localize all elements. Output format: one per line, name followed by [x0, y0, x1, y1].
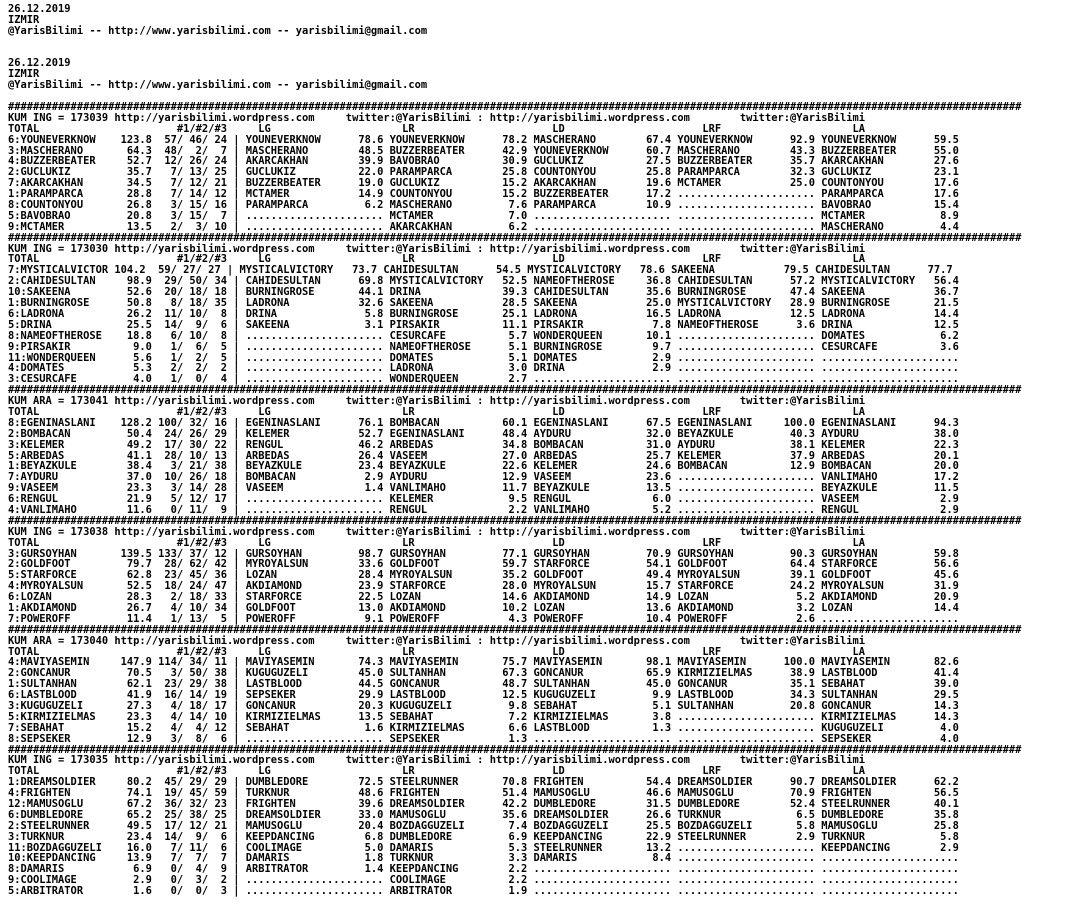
document-line: 9:VASEEM 23.3 3/ 14/ 28 | VASEEM 1.4 VANLIMAHO 11.7 BEYAZKULE 13.5 ...................... BEYAZKULE 11.5	[8, 482, 959, 495]
document-line: 3:KELEMER 49.2 17/ 30/ 22 | RENGUL 46.2 ARBEDAS 34.8 BOMBACAN 31.0 AYDURU 38.1 KELEMER 22.3	[8, 438, 959, 451]
document-line: 6:LADRONA 26.2 11/ 10/ 8 | DRINA 5.8 BURNINGROSE 25.1 LADRONA 16.5 LADRONA 12.5 LADRONA 14.4	[8, 307, 959, 320]
document-line: 10:KEEPDANCING 13.9 7/ 7/ 7 | DAMARIS 1.8 TURKNUR 3.3 DAMARIS 8.4 ...................... ......................	[8, 852, 959, 865]
separator-line: ##################################################################################################################################################################	[8, 514, 1022, 527]
document-line: 6:RENGUL 21.9 5/ 12/ 17 | ...................... KELEMER 9.5 RENGUL 6.0 ...................... VASEEM 2.9	[8, 493, 959, 506]
document-line: 2:GOLDFOOT 79.7 28/ 62/ 42 | MYROYALSUN 33.6 GOLDFOOT 59.7 STARFORCE 54.1 GOLDFOOT 64.4 STARFORCE 56.6	[8, 558, 959, 571]
document-line: 3:GURSOYHAN 139.5 133/ 37/ 12 | GURSOYHAN 98.7 GURSOYHAN 77.1 GURSOYHAN 70.9 GURSOYHAN 90.3 GURSOYHAN 59.8	[8, 547, 959, 560]
document-line	[8, 48, 1021, 59]
document-line: 6:YOUNEVERKNOW 123.8 57/ 46/ 24 | YOUNEVERKNOW 78.6 YOUNEVERKNOW 78.2 MASCHERANO 67.4 YOUNEVERKNOW 92.9 YOUNEVERKNOW 59.5	[8, 133, 959, 146]
document-line	[8, 37, 1021, 48]
document-line: 3:TURKNUR 23.4 14/ 9/ 6 | KEEPDANCING 6.8 DUMBLEDORE 6.9 KEEPDANCING 22.9 STEELRUNNER 2.9 TURKNUR 5.8	[8, 830, 959, 843]
separator-line: ##################################################################################################################################################################	[8, 623, 1022, 636]
document-line: 6:DUMBLEDORE 65.2 25/ 38/ 25 | DREAMSOLDIER 33.0 MAMUSOGLU 35.6 DREAMSOLDIER 26.6 TURKNUR 6.5 DUMBLEDORE 35.8	[8, 808, 959, 821]
document-line: 4:MYROYALSUN 52.5 18/ 24/ 47 | AKDIAMOND 23.9 STARFORCE 28.0 MYROYALSUN 15.7 STARFORCE 24.2 MYROYALSUN 31.9	[8, 580, 959, 593]
document-line: KUM ING = 173039 http://yarisbilimi.wordpress.com twitter:@YarisBilimi : http://yarisbilimi.wordpress.com twitter:@YarisBilimi	[8, 111, 866, 124]
document-line: 9:MCTAMER 13.5 2/ 3/ 10 | ...................... AKARCAKHAN 6.2 ...................... ...................... MASCHERANO 4.4	[8, 220, 959, 233]
document-line: 6:LOZAN 28.3 2/ 18/ 33 | STARFORCE 22.5 LOZAN 14.6 AKDIAMOND 14.9 LOZAN 5.2 AKDIAMOND 20.9	[8, 591, 959, 604]
document-line: 12:MAMUSOGLU 67.2 36/ 32/ 23 | FRIGHTEN 39.6 DREAMSOLDIER 42.2 DUMBLEDORE 31.5 DUMBLEDORE 52.4 STEELRUNNER 40.1	[8, 798, 959, 811]
document-line: 11:BOZDAGGUZELI 16.0 7/ 11/ 6 | COOLIMAGE 5.0 DAMARIS 5.3 STEELRUNNER 13.2 ...................... KEEPDANCING 2.9	[8, 841, 959, 854]
document-line: 7:AKARCAKHAN 34.5 7/ 12/ 21 | BUZZERBEATER 19.0 GUCLUKIZ 15.2 AKARCAKHAN 19.6 MCTAMER 25.0 COUNTONYOU 17.6	[8, 177, 959, 190]
document-line: 6:LASTBLOOD 41.9 16/ 14/ 19 | SEPSEKER 29.9 LASTBLOOD 12.5 KUGUGUZELI 9.9 LASTBLOOD 34.3 SULTANHAN 29.5	[8, 689, 959, 702]
document-line: 2:CAHIDESULTAN 98.9 29/ 50/ 34 | CAHIDESULTAN 69.8 MYSTICALVICTORY 52.5 NAMEOFTHEROSE 36.8 CAHIDESULTAN 57.2 MYSTICALVICTORY 56.4	[8, 275, 959, 288]
document-line: 7:AYDURU 37.0 10/ 26/ 18 | BOMBACAN 2.9 AYDURU 12.9 VASEEM 23.6 ...................... VANLIMAHO 17.2	[8, 471, 959, 484]
document-line: KUM ING = 173035 http://yarisbilimi.wordpress.com twitter:@YarisBilimi : http://yarisbilimi.wordpress.com twitter:@YarisBilimi	[8, 754, 866, 767]
document-line: 4:MAVIYASEMIN 147.9 114/ 34/ 11 | MAVIYASEMIN 74.3 MAVIYASEMIN 75.7 MAVIYASEMIN 98.1 MAVIYASEMIN 100.0 MAVIYASEMIN 82.6	[8, 656, 959, 669]
document-line: TOTAL #1/#2/#3 LG LR LD LRF LA	[8, 253, 866, 266]
document-line: 1:BURNINGROSE 50.8 8/ 18/ 35 | LADRONA 32.6 SAKEENA 28.5 SAKEENA 25.0 MYSTICALVICTORY 28.9 BURNINGROSE 21.5	[8, 297, 959, 310]
document-line: 2:BOMBACAN 50.4 24/ 26/ 29 | KELEMER 52.7 EGENINASLANI 48.4 AYDURU 32.0 BEYAZKULE 40.3 AYDURU 38.0	[8, 427, 959, 440]
document-line: 2:STEELRUNNER 49.5 17/ 12/ 21 | MAMUSOGLU 20.4 BOZDAGGUZELI 7.4 BOZDAGGUZELI 25.5 BOZDAGGUZELI 5.8 MAMUSOGLU 25.8	[8, 819, 959, 832]
document-line: 8:COUNTONYOU 26.8 3/ 15/ 16 | PARAMPARCA 6.2 MASCHERANO 7.6 PARAMPARCA 10.9 ...................... BAVOBRAO 15.4	[8, 199, 959, 212]
separator-line: ##################################################################################################################################################################	[8, 743, 1022, 756]
document-line: 5:KIRMIZIELMAS 23.3 4/ 14/ 10 | KIRMIZIELMAS 13.5 SEBAHAT 7.2 KIRMIZIELMAS 3.8 ...................... KIRMIZIELMAS 14.3	[8, 710, 959, 723]
document-line: 9:COOLIMAGE 2.9 0/ 3/ 2 | ...................... COOLIMAGE 2.2 ...................... ...................... ......................	[8, 874, 959, 887]
separator-line: ##################################################################################################################################################################	[8, 101, 1022, 114]
document-line: 10:SAKEENA 52.6 20/ 18/ 18 | BURNINGROSE 44.1 DRINA 39.3 CAHIDESULTAN 35.6 BURNINGROSE 47.4 SAKEENA 36.7	[8, 286, 959, 299]
document-line: 7:SEBAHAT 15.2 4/ 4/ 12 | SEBAHAT 1.6 KIRMIZIELMAS 6.6 LASTBLOOD 1.3 ...................... KUGUGUZELI 4.0	[8, 721, 959, 734]
document-line: 1:DREAMSOLDIER 80.2 45/ 29/ 29 | DUMBLEDORE 72.5 STEELRUNNER 70.8 FRIGHTEN 54.4 DREAMSOLDIER 90.7 DREAMSOLDIER 62.2	[8, 776, 959, 789]
race-report-document	[8, 4, 1021, 897]
document-line: 3:MASCHERANO 64.3 48/ 2/ 7 | MASCHERANO 48.5 BUZZERBEATER 42.9 YOUNEVERKNOW 60.7 MASCHERANO 43.3 BUZZERBEATER 55.0	[8, 144, 959, 157]
document-line: 3:CESURCAFE 4.0 1/ 0/ 4 | ...................... WONDERQUEEN 2.7 ...................... ...................... ......................	[8, 373, 959, 386]
document-line: 8:NAMEOFTHEROSE 18.8 6/ 10/ 8 | ...................... CESURCAFE 5.7 WONDERQUEEN 10.1 ...................... DOMATES 6.2	[8, 329, 959, 342]
document-line: 7:POWEROFF 11.4 1/ 13/ 5 | POWEROFF 9.1 POWEROFF 4.3 POWEROFF 10.4 POWEROFF 2.6 ......................	[8, 612, 959, 625]
document-line: KUM ARA = 173040 http://yarisbilimi.wordpress.com twitter:@YarisBilimi : http://yarisbilimi.wordpress.com twitter:@YarisBilimi	[8, 634, 866, 647]
document-line: 11:WONDERQUEEN 5.6 1/ 2/ 5 | ...................... DOMATES 5.1 DOMATES 2.9 ...................... ......................	[8, 351, 959, 364]
document-line: 1:SULTANHAN 62.1 23/ 29/ 38 | LASTBLOOD 44.5 GONCANUR 48.7 SULTANHAN 45.0 GONCANUR 35.1 SEBAHAT 39.0	[8, 678, 959, 691]
document-line: 7:MYSTICALVICTOR 104.2 59/ 27/ 27 | MYSTICALVICTORY 73.7 CAHIDESULTAN 54.5 MYSTICALVICTORY 78.6 SAKEENA 79.5 CAHIDESULTAN 77.7	[8, 264, 953, 277]
document-line: IZMIR	[8, 13, 40, 26]
document-line: 5:STARFORCE 62.8 23/ 45/ 36 | LOZAN 28.4 MYROYALSUN 35.2 GOLDFOOT 49.4 MYROYALSUN 39.1 GOLDFOOT 45.6	[8, 569, 959, 582]
document-line: TOTAL #1/#2/#3 LG LR LD LRF LA	[8, 536, 866, 549]
document-line: 1:BEYAZKULE 38.4 3/ 21/ 38 | BEYAZKULE 23.4 BEYAZKULE 22.6 KELEMER 24.6 BOMBACAN 12.9 BOMBACAN 20.0	[8, 460, 959, 473]
document-line: KUM ARA = 173041 http://yarisbilimi.wordpress.com twitter:@YarisBilimi : http://yarisbilimi.wordpress.com twitter:@YarisBilimi	[8, 395, 866, 408]
document-line: 4:DOMATES 5.3 2/ 2/ 2 | ...................... LADRONA 3.0 DRINA 2.9 ...................... ......................	[8, 362, 959, 375]
document-line: TOTAL #1/#2/#3 LG LR LD LRF LA	[8, 645, 866, 658]
document-line: 8:EGENINASLANI 128.2 100/ 32/ 16 | EGENINASLANI 76.1 BOMBACAN 60.1 EGENINASLANI 67.5 EGENINASLANI 100.0 EGENINASLANI 94.3	[8, 416, 959, 429]
document-line: @YarisBilimi -- http://www.yarisbilimi.com -- yarisbilimi@gmail.com	[8, 24, 428, 37]
document-line: @YarisBilimi -- http://www.yarisbilimi.com -- yarisbilimi@gmail.com	[8, 79, 428, 92]
document-line: 1:PARAMPARCA 28.8 7/ 14/ 12 | MCTAMER 14.9 COUNTONYOU 15.2 BUZZERBEATER 17.2 ...................... PARAMPARCA 17.6	[8, 188, 959, 201]
document-line: 8:SEPSEKER 12.9 3/ 8/ 6 | ...................... SEPSEKER 1.3 ...................... ...................... SEPSEKER 4.0	[8, 732, 959, 745]
document-line: IZMIR	[8, 68, 40, 81]
document-line: 26.12.2019	[8, 3, 71, 15]
document-line: 2:GUCLUKIZ 35.7 7/ 13/ 25 | GUCLUKIZ 22.0 PARAMPARCA 25.8 COUNTONYOU 25.8 PARAMPARCA 32.3 GUCLUKIZ 23.1	[8, 166, 959, 179]
separator-line: ##################################################################################################################################################################	[8, 231, 1022, 244]
document-line: 5:DRINA 25.5 14/ 9/ 6 | SAKEENA 3.1 PIRSAKIR 11.1 PIRSAKIR 7.8 NAMEOFTHEROSE 3.6 DRINA 12.5	[8, 318, 959, 331]
separator-line: ##################################################################################################################################################################	[8, 384, 1022, 397]
document-line: KUM ING = 173030 http://yarisbilimi.wordpress.com twitter:@YarisBilimi : http://yarisbilimi.wordpress.com twitter:@YarisBilimi	[8, 242, 866, 255]
document-line: TOTAL #1/#2/#3 LG LR LD LRF LA	[8, 765, 866, 778]
document-line: TOTAL #1/#2/#3 LG LR LD LRF LA	[8, 405, 866, 418]
document-line: 2:GONCANUR 70.5 3/ 50/ 38 | KUGUGUZELI 45.0 SULTANHAN 67.3 GONCANUR 65.9 KIRMIZIELMAS 38.9 LASTBLOOD 41.4	[8, 667, 959, 680]
document-line: 26.12.2019	[8, 57, 71, 70]
document-line: 4:FRIGHTEN 74.1 19/ 45/ 59 | TURKNUR 48.6 FRIGHTEN 51.4 MAMUSOGLU 46.6 MAMUSOGLU 70.9 FRIGHTEN 56.5	[8, 787, 959, 800]
document-line: 9:PIRSAKIR 9.0 1/ 6/ 5 | ...................... NAMEOFTHEROSE 5.1 BURNINGROSE 9.7 ...................... CESURCAFE 3.6	[8, 340, 959, 353]
document-line: 5:ARBITRATOR 1.6 0/ 0/ 3 | ...................... ARBITRATOR 1.9 ...................... ...................... ......................	[8, 885, 959, 898]
document-line: 5:ARBEDAS 41.1 28/ 10/ 13 | ARBEDAS 26.4 VASEEM 27.0 ARBEDAS 25.7 KELEMER 37.9 ARBEDAS 20.1	[8, 449, 959, 462]
document-line: 8:DAMARIS 6.9 0/ 4/ 9 | ARBITRATOR 1.4 KEEPDANCING 2.2 ...................... ...................... ......................	[8, 863, 959, 876]
document-line: TOTAL #1/#2/#3 LG LR LD LRF LA	[8, 122, 866, 135]
document-line: 5:BAVOBRAO 20.8 3/ 15/ 7 | ...................... MCTAMER 7.0 ...................... ...................... MCTAMER 8.9	[8, 209, 959, 222]
document-line: 4:VANLIMAHO 11.6 0/ 11/ 9 | ...................... RENGUL 2.2 VANLIMAHO 5.2 ...................... RENGUL 2.9	[8, 503, 959, 516]
document-line: 4:BUZZERBEATER 52.7 12/ 26/ 24 | AKARCAKHAN 39.9 BAVOBRAO 30.9 GUCLUKIZ 27.5 BUZZERBEATER 35.7 AKARCAKHAN 27.6	[8, 155, 959, 168]
document-line: 1:AKDIAMOND 26.7 4/ 10/ 34 | GOLDFOOT 13.0 AKDIAMOND 10.2 LOZAN 13.6 AKDIAMOND 3.2 LOZAN 14.4	[8, 601, 959, 614]
document-line: KUM ING = 173038 http://yarisbilimi.wordpress.com twitter:@YarisBilimi : http://yarisbilimi.wordpress.com twitter:@YarisBilimi	[8, 525, 866, 538]
document-line: 3:KUGUGUZELI 27.3 4/ 18/ 17 | GONCANUR 20.3 KUGUGUZELI 9.8 SEBAHAT 5.1 SULTANHAN 20.8 GONCANUR 14.3	[8, 700, 959, 712]
